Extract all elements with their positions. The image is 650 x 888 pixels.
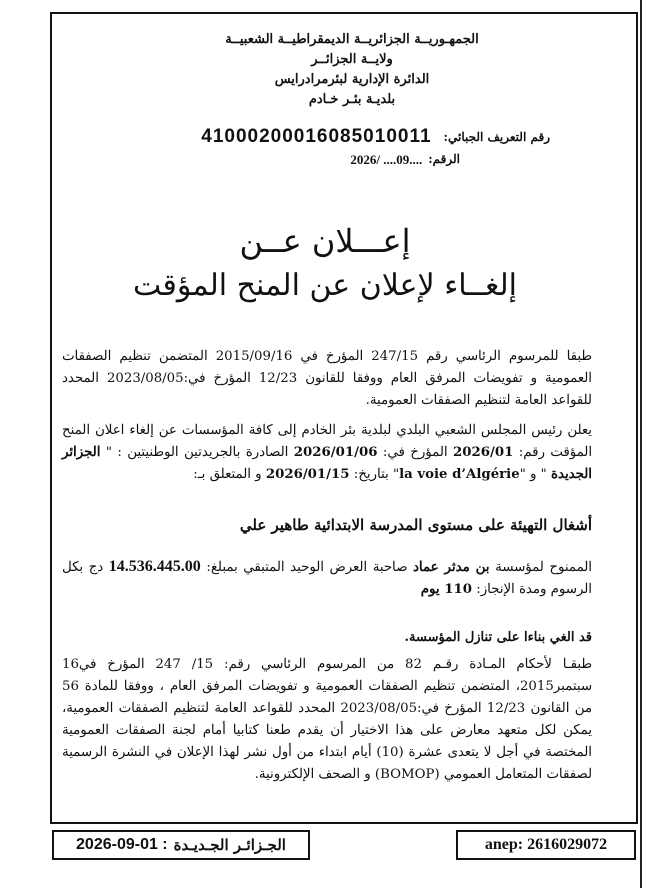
reference-value: 2026/ ....09.... xyxy=(350,152,423,167)
cancellation-reason: قد الغي بناءا على تنازل المؤسسة. xyxy=(404,630,592,645)
announcement-text-6: و المتعلق بـ: xyxy=(193,467,266,482)
award-number: 2026/01 xyxy=(452,445,514,460)
footer-date: 2026-09-01 : xyxy=(76,836,168,853)
award-text-1: الممنوح لمؤسسة xyxy=(489,560,592,575)
announcement-paragraph xyxy=(62,420,592,486)
notice-title: إعـــلان عــن xyxy=(239,222,411,260)
award-text-3: دج بكل الرسوم ومدة الإنجاز: xyxy=(62,560,592,597)
letterhead-line-1: الجمهـوريــة الجزائريــة الديمقراطيــة الشعبيــة xyxy=(225,32,479,47)
award-date: 2026/01/06 xyxy=(293,445,378,460)
project-subject: أشغال التهيئة على مستوى المدرسة الابتدائية طاهير علي xyxy=(239,516,592,534)
award-paragraph xyxy=(62,556,592,601)
company-name: بن مدثر عماد xyxy=(412,560,490,575)
award-amount: 14.536.445.00 xyxy=(108,558,201,575)
tax-id-number: 41000200016085010011 xyxy=(201,126,432,147)
anep-footer: anep: 2616029072 xyxy=(456,830,636,860)
announcement-text-2: المؤرخ في: xyxy=(377,445,453,460)
letterhead-line-3: الدائرة الإدارية لبئرمرادرايس xyxy=(274,72,430,87)
footer-newspaper: الجـزائـر الجـديـدة xyxy=(173,836,286,854)
reference-label: الرقم: xyxy=(428,152,460,166)
announcement-text-1: يعلن رئيس المجلس الشعبي البلدي لبلدية بئر الخادم إلى كافة المؤسسات عن إلغاء اعلان المنح المؤقت رقم: xyxy=(62,423,593,460)
page-edge-line xyxy=(640,0,642,888)
newspaper-footer xyxy=(52,830,310,860)
completion-duration: 110 يوم xyxy=(420,582,472,597)
letterhead-line-4: بلديـة بئـر خـادم xyxy=(308,92,396,107)
tax-id-label: رقم التعريف الجبائي: xyxy=(443,130,550,144)
reference-row xyxy=(350,152,460,168)
announcement-text-4: " و " xyxy=(519,467,552,482)
newspaper-1: الجزائر الجديدة xyxy=(62,445,592,482)
announcement-text-3: الصادرة بالجريدتين الوطنيتين : " xyxy=(100,445,294,460)
letterhead-line-2: ولايــة الجزائــر xyxy=(311,52,393,67)
publication-date: 2026/01/15 xyxy=(265,467,350,482)
notice-subtitle: إلغــاء لإعلان عن المنح المؤقت xyxy=(133,268,517,303)
legal-basis-paragraph: طبقا للمرسوم الرئاسي رقم 247/15 المؤرخ في 2015/09/16 المتضمن تنظيم الصفقات العمومية و تفويضات المرفق العام ووفقا للقانون 12/23 المؤرخ في:2023/08/05 المحدد للقواعد العامة لتنظيم الصفقات العمومية. xyxy=(62,349,592,408)
announcement-text-5: " بتاريخ: xyxy=(349,467,400,482)
letterhead xyxy=(202,30,502,110)
newspaper-2: la voie d’Algérie xyxy=(399,467,520,482)
tax-id-row xyxy=(180,126,550,148)
award-text-2: صاحبة العرض الوحيد المتبقي بمبلغ: xyxy=(200,560,413,575)
appeal-paragraph: طبقـا لأحكام المـادة رقـم 82 من المرسوم الرئاسي رقم: 15/ 247 المؤرخ في16 سبتمبر2015، المتضمن تنظيم الصفقات العمومية و تفويضات المرفق العام ، ووفقا للمادة 56 من القانون 12/23 المؤرخ في:2023/08/05 المحدد للقواعد العامة لتنظيم الصفقات العمومية، يمكن لكل متعهد معارض على هذا الاختيار أن يقدم طعنا كتابيا أمام لجنة الصفقات العمومية المختصة في أجل لا يتعدى عشرة (10) أيام ابتداء من أول نشر لهذا الإعلان في النشرة الرسمية لصفقات المتعامل العمومي (BOMOP) و الصحف الإلكترونية. xyxy=(62,657,592,782)
